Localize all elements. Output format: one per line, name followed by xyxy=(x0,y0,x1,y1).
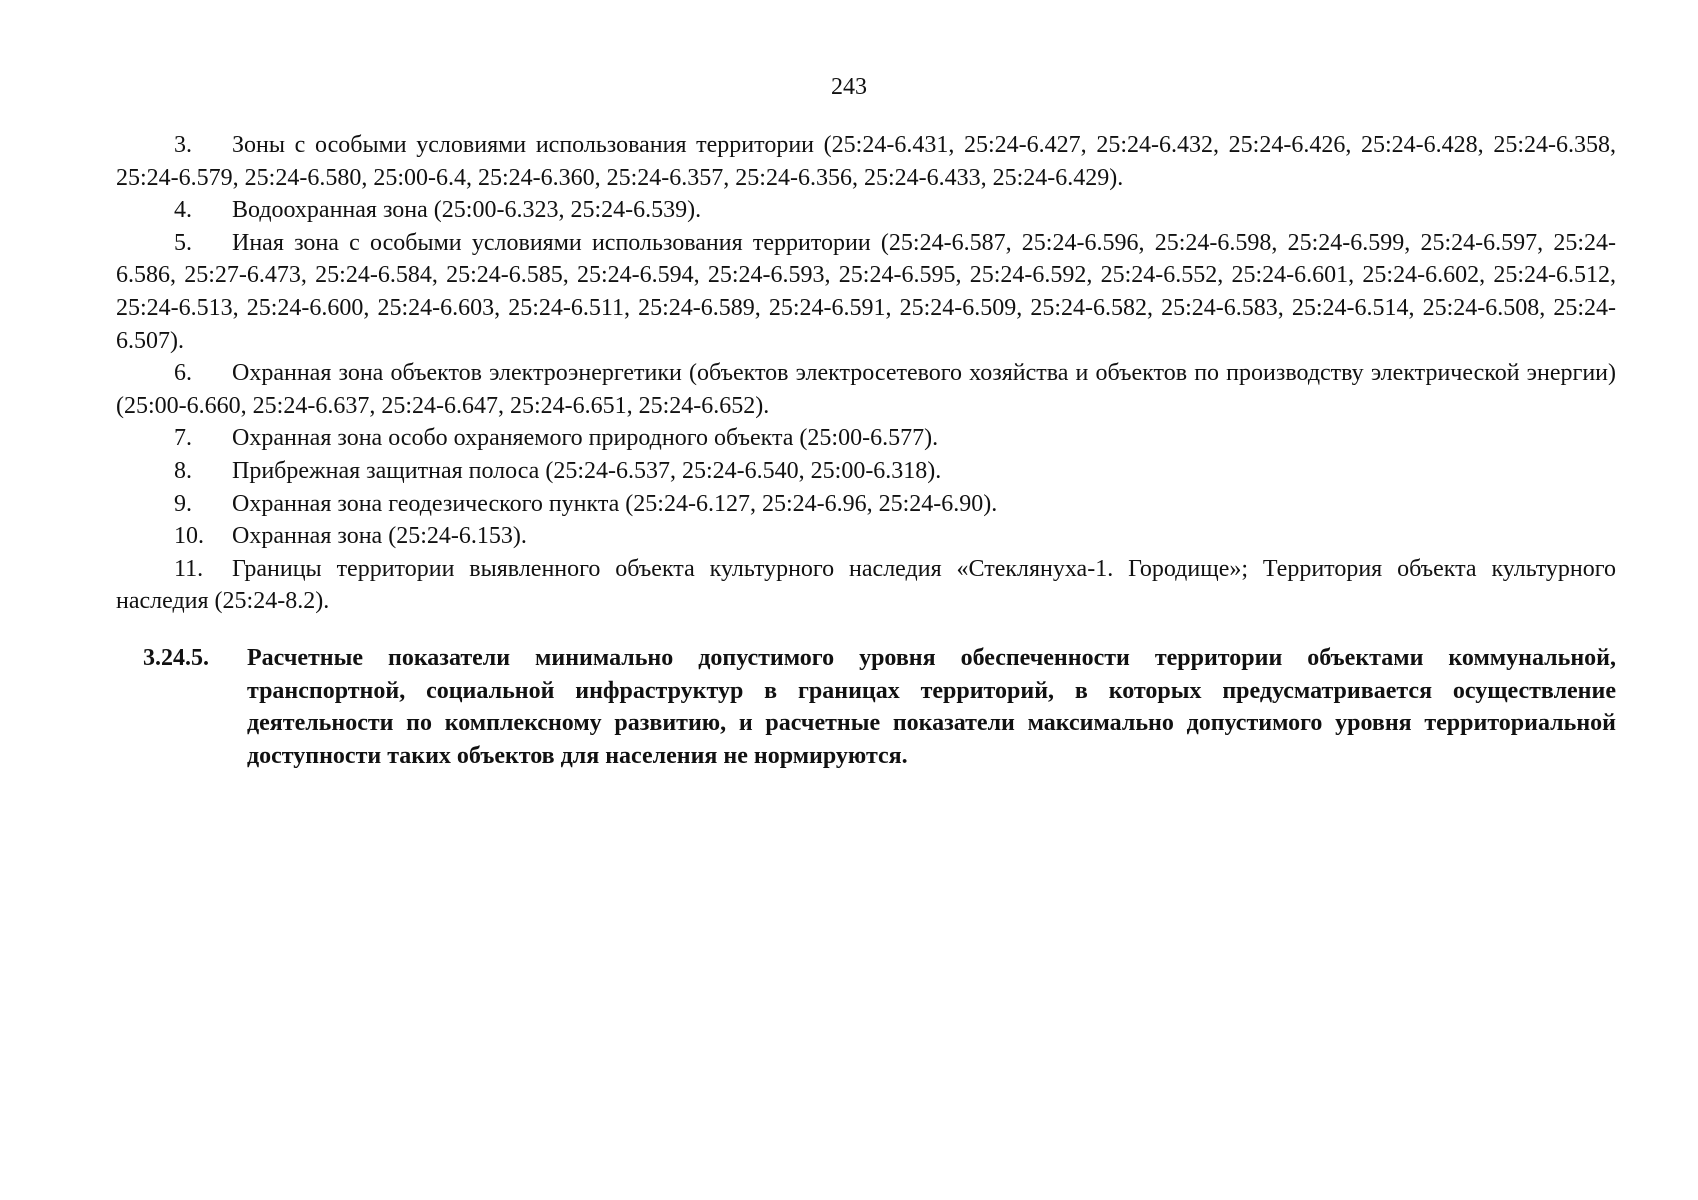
list-item xyxy=(116,422,1616,455)
list-item xyxy=(116,129,1616,194)
list-item-text: Границы территории выявленного объекта культурного наследия «Стеклянуха-1. Городище»; Территория объекта культурного наследия (25:24-8.2). xyxy=(116,555,1616,615)
list-item-number: 8. xyxy=(174,457,192,484)
list-item-number: 3. xyxy=(174,132,192,158)
list-item-number: 4. xyxy=(174,197,192,224)
list-item-number: 9. xyxy=(174,490,192,517)
list-item-number: 6. xyxy=(174,360,192,387)
list-item-text: Иная зона с особыми условиями использования территории (25:24-6.587, 25:24-6.596, 25:24-6.598, 25:24-6.599, 25:24-6.597, 25:24-6.586, 25:27-6.473, 25:24-6.584, 25:24-6.585, 25:24-6.594, 25:24-6.593, 25:24-6.595, 25:24-6.592, 25:24-6.552, 25:24-6.601, 25:24-6.602, 25:24-6.512, 25:24-6.513, 25:24-6.600, 25:24-6.603, 25:24-6.511, 25:24-6.589, 25:24-6.591, 25:24-6.509, 25:24-6.582, 25:24-6.583, 25:24-6.514, 25:24-6.508, 25:24-6.507). xyxy=(116,229,1616,354)
page-number: 243 xyxy=(831,74,867,100)
list-item xyxy=(116,455,1616,488)
list-item-number: 5. xyxy=(174,229,192,256)
list-item-text: Охранная зона особо охраняемого природного объекта (25:00-6.577). xyxy=(232,425,939,452)
list-item-text: Прибрежная защитная полоса (25:24-6.537, 25:24-6.540, 25:00-6.318). xyxy=(232,457,942,484)
zone-list xyxy=(116,129,1616,618)
section-heading xyxy=(143,642,1616,772)
list-item-text: Водоохранная зона (25:00-6.323, 25:24-6.539). xyxy=(232,197,702,224)
list-item-text: Охранная зона геодезического пункта (25:24-6.127, 25:24-6.96, 25:24-6.90). xyxy=(232,490,998,517)
list-item-number: 7. xyxy=(174,425,192,452)
list-item-number: 11. xyxy=(174,555,204,582)
section-number: 3.24.5. xyxy=(143,645,209,671)
list-item xyxy=(116,488,1616,521)
list-item-text: Охранная зона (25:24-6.153). xyxy=(232,523,527,550)
list-item xyxy=(116,227,1616,357)
list-item xyxy=(116,357,1616,422)
section-title: Расчетные показатели минимально допустимого уровня обеспеченности территории объектами коммунальной, транспортной, социальной инфраструктур в границах территорий, в которых предусматривается осуществление деятельности по комплексному развитию, и расчетные показатели максимально допустимого уровня территориальной доступности таких объектов для населения не нормируются. xyxy=(247,645,1616,769)
list-item-text: Охранная зона объектов электроэнергетики (объектов электросетевого хозяйства и объектов по производству электрической энергии) (25:00-6.660, 25:24-6.637, 25:24-6.647, 25:24-6.651, 25:24-6.652). xyxy=(116,360,1616,419)
list-item xyxy=(116,194,1616,227)
list-item xyxy=(116,520,1616,553)
list-item-text: Зоны с особыми условиями использования территории (25:24-6.431, 25:24-6.427, 25:24-6.432, 25:24-6.426, 25:24-6.428, 25:24-6.358, 25:24-6.579, 25:24-6.580, 25:00-6.4, 25:24-6.360, 25:24-6.357, 25:24-6.356, 25:24-6.433, 25:24-6.429). xyxy=(116,132,1616,191)
list-item-number: 10. xyxy=(174,523,204,550)
list-item xyxy=(116,553,1616,618)
